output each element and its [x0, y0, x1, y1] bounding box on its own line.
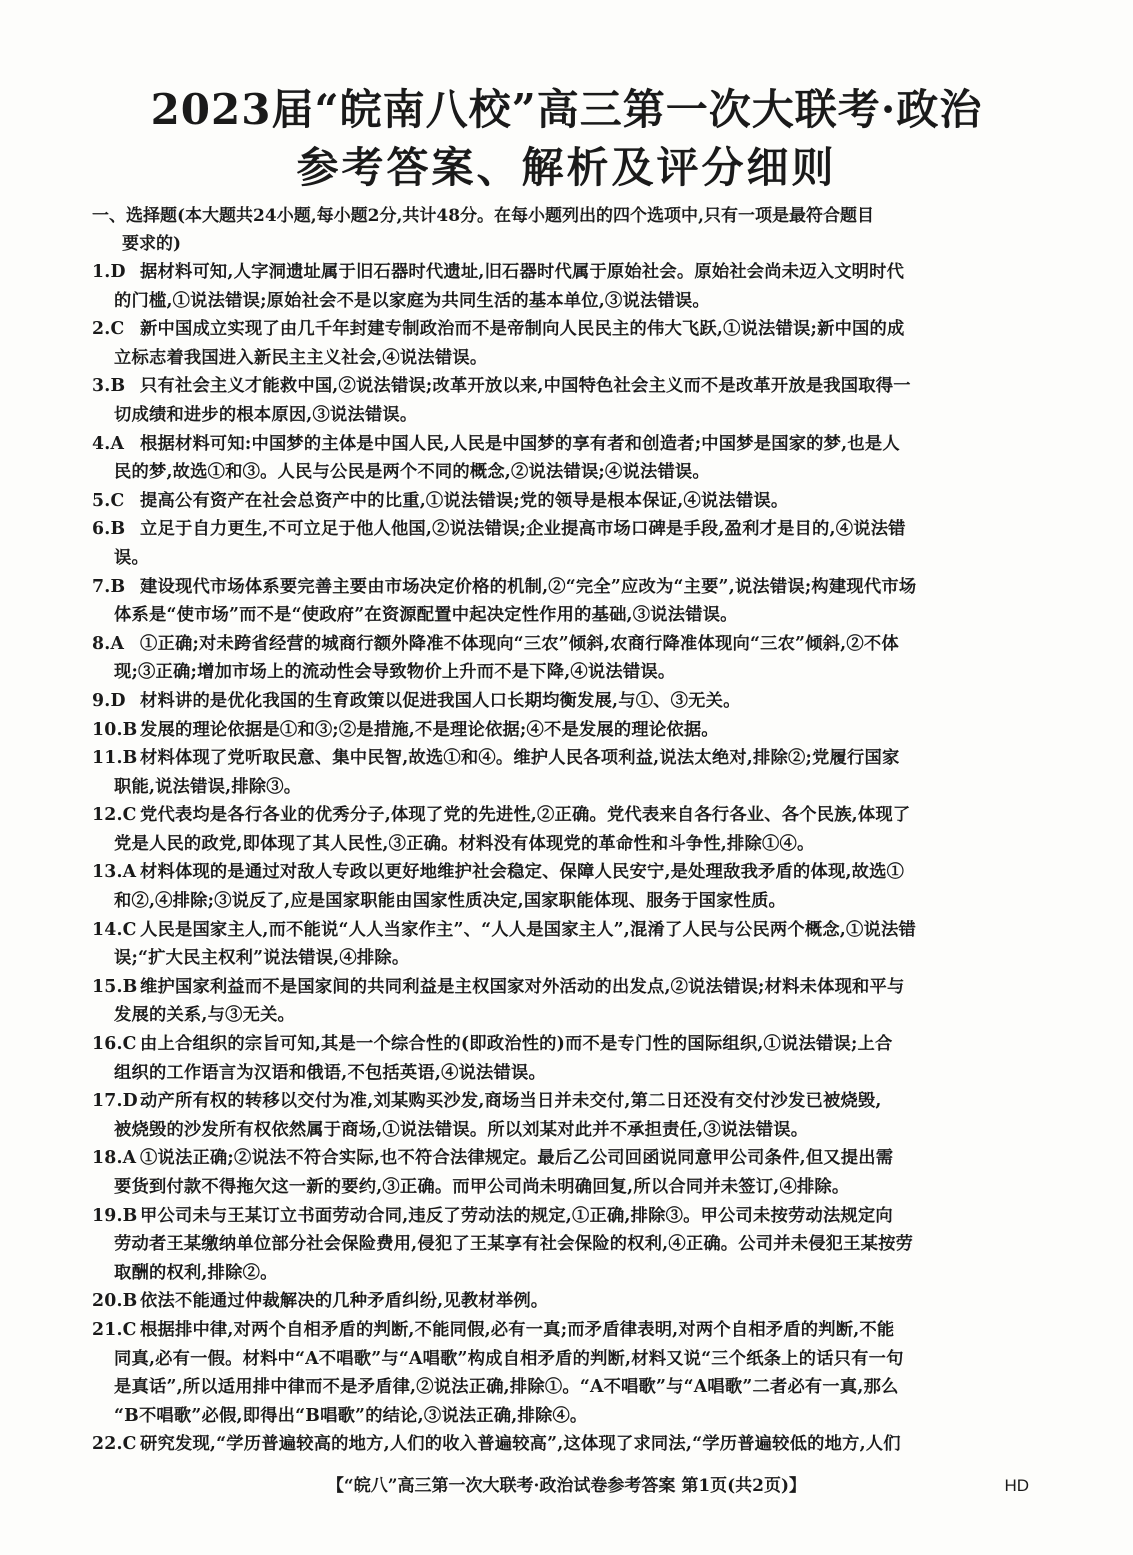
- answer-item: [92, 1316, 1032, 1430]
- answer-item: [92, 515, 1032, 572]
- answer-line: [92, 973, 1032, 1002]
- answer-line: [92, 573, 1032, 602]
- answer-number: 12.C: [92, 805, 137, 826]
- answer-item: [92, 1287, 1032, 1316]
- answer-text: 提高公有资产在社会总资产中的比重,①说法错误;党的领导是根本保证,④说法错误。: [140, 490, 789, 511]
- answer-item: [92, 744, 1032, 801]
- answer-line: [92, 944, 1032, 973]
- answer-number: 11.B: [92, 748, 138, 769]
- answer-line: [92, 1230, 1032, 1259]
- answer-text: 甲公司未与王某订立书面劳动合同,违反了劳动法的规定,①正确,排除③。甲公司未按劳动法规定向: [140, 1205, 893, 1226]
- answer-line: [92, 887, 1032, 916]
- answer-item: [92, 858, 1032, 915]
- answer-line: [92, 801, 1032, 830]
- answer-item: [92, 372, 1032, 429]
- answer-item: [92, 916, 1032, 973]
- answer-line: [92, 830, 1032, 859]
- answer-number: 8.A: [92, 633, 125, 654]
- answer-line: [92, 258, 1032, 287]
- answer-text: 只有社会主义才能救中国,②说法错误;改革开放以来,中国特色社会主义而不是改革开放是我国取得一: [140, 376, 911, 397]
- answer-text: 研究发现,“学历普遍较高的地方,人们的收入普遍较高”,这体现了求同法,“学历普遍较低的地方,人们: [140, 1434, 901, 1455]
- answer-item: [92, 1087, 1032, 1144]
- answer-line: [92, 1402, 1032, 1431]
- answer-number: 3.B: [92, 376, 126, 397]
- page-footer: [0, 1473, 1133, 1499]
- answer-item: [92, 630, 1032, 687]
- answer-number: 19.B: [92, 1205, 138, 1226]
- answer-text: 根据材料可知:中国梦的主体是中国人民,人民是中国梦的享有者和创造者;中国梦是国家的梦,也是人: [140, 433, 900, 454]
- answer-number: 22.C: [92, 1434, 137, 1455]
- answer-text: “B不唱歌”必假,即得出“B唱歌”的结论,③说法正确,排除④。: [114, 1405, 588, 1426]
- answer-number: 21.C: [92, 1319, 137, 1340]
- answer-text: 发展的理论依据是①和③;②是措施,不是理论依据;④不是发展的理论依据。: [140, 719, 719, 740]
- answer-line: [92, 1287, 1032, 1316]
- answer-line: [92, 1116, 1032, 1145]
- answer-item: [92, 687, 1032, 716]
- answer-number: 4.A: [92, 433, 125, 454]
- answer-line: [92, 687, 1032, 716]
- answer-text: 材料体现了党听取民意、集中民智,故选①和④。维护人民各项利益,说法太绝对,排除②;党履行国家: [140, 748, 900, 769]
- answer-line: [92, 858, 1032, 887]
- answer-item: [92, 801, 1032, 858]
- answer-number: 9.D: [92, 690, 126, 711]
- answer-line: [92, 1259, 1032, 1288]
- answer-text: 要货到付款不得拖欠这一新的要约,③正确。而甲公司尚未明确回复,所以合同并未签订,④排除。: [114, 1177, 850, 1197]
- answer-text: 取酬的权利,排除②。: [114, 1262, 278, 1283]
- page-title: 2023届“皖南八校”高三第一次大联考·政治: [150, 85, 983, 134]
- answer-number: 17.D: [92, 1091, 138, 1112]
- answer-line: [92, 315, 1032, 344]
- section-heading-line1: 一、选择题(本大题共24小题,每小题2分,共计48分。在每小题列出的四个选项中,只有一项是最符合题目: [92, 206, 874, 226]
- answer-text: 体系是“使市场”而不是“使政府”在资源配置中起决定性作用的基础,③说法错误。: [114, 605, 738, 626]
- footer-code: HD: [1004, 1476, 1029, 1495]
- answer-text: 建设现代市场体系要完善主要由市场决定价格的机制,②“完全”应改为“主要”,说法错误;构建现代市场: [140, 576, 917, 597]
- answer-text: 切成绩和进步的根本原因,③说法错误。: [114, 404, 418, 425]
- answer-line: [92, 430, 1032, 459]
- answer-text: 同真,必有一假。材料中“A不唱歌”与“A唱歌”构成自相矛盾的判断,材料又说“三个纸条上的话只有一句: [114, 1348, 904, 1369]
- answer-item: [92, 1202, 1032, 1288]
- answer-line: [92, 658, 1032, 687]
- answer-text: 根据排中律,对两个自相矛盾的判断,不能同假,必有一真;而矛盾律表明,对两个自相矛盾的判断,不能: [140, 1319, 895, 1340]
- answer-item: [92, 315, 1032, 372]
- answer-number: 15.B: [92, 976, 138, 997]
- answer-line: [92, 344, 1032, 373]
- section-heading: [92, 202, 1032, 258]
- answer-number: 13.A: [92, 862, 137, 883]
- answer-item: [92, 487, 1032, 516]
- answer-line: [92, 773, 1032, 802]
- answer-line: [92, 487, 1032, 516]
- answer-line: [92, 1059, 1032, 1088]
- answer-number: 16.C: [92, 1034, 137, 1055]
- answer-text: 组织的工作语言为汉语和俄语,不包括英语,④说法错误。: [114, 1062, 546, 1083]
- answer-item: [92, 1030, 1032, 1087]
- answer-item: [92, 573, 1032, 630]
- answer-text: 据材料可知,人字洞遗址属于旧石器时代遗址,旧石器时代属于原始社会。原始社会尚未迈入文明时代: [140, 262, 905, 282]
- answer-line: [92, 458, 1032, 487]
- answer-line: [92, 1202, 1032, 1231]
- answer-line: [92, 1144, 1032, 1173]
- answer-text: 立足于自力更生,不可立足于他人他国,②说法错误;企业提高市场口碑是手段,盈利才是目的,④说法错: [140, 519, 906, 540]
- answer-text: 依法不能通过仲裁解决的几种矛盾纠纷,见教材举例。: [140, 1291, 549, 1312]
- answer-text: 民的梦,故选①和③。人民与公民是两个不同的概念,②说法错误;④说法错误。: [114, 462, 710, 483]
- answer-text: 党是人民的政党,即体现了其人民性,③正确。材料没有体现党的革命性和斗争性,排除①④。: [114, 833, 815, 854]
- answer-list: [92, 258, 1032, 1459]
- answer-text: 职能,说法错误,排除③。: [114, 776, 302, 797]
- answer-item: [92, 1430, 1032, 1459]
- answer-item: [92, 716, 1032, 745]
- answer-line: [92, 1373, 1032, 1402]
- answer-number: 1.D: [92, 262, 126, 282]
- answer-text: 立标志着我国进入新民主主义社会,④说法错误。: [114, 347, 488, 368]
- answer-text: 和②,④排除;③说反了,应是国家职能由国家性质决定,国家职能体现、服务于国家性质。: [114, 891, 787, 912]
- answer-line: [92, 601, 1032, 630]
- answer-text: 被烧毁的沙发所有权依然属于商场,①说法错误。所以刘某对此并不承担责任,③说法错误。: [114, 1119, 809, 1140]
- answer-text: 是真话”,所以适用排中律而不是矛盾律,②说法正确,排除①。“A不唱歌”与“A唱歌”二者必有一真,那么: [114, 1377, 899, 1398]
- answer-text: 发展的关系,与③无关。: [114, 1005, 296, 1026]
- answer-number: 7.B: [92, 576, 126, 597]
- answer-text: 党代表均是各行各业的优秀分子,体现了党的先进性,②正确。党代表来自各行各业、各个民族,体现了: [140, 805, 911, 826]
- answer-text: 的门槛,①说法错误;原始社会不是以家庭为共同生活的基本单位,③说法错误。: [114, 290, 710, 311]
- answer-item: [92, 258, 1032, 315]
- answer-text: 误。: [114, 547, 149, 568]
- answer-number: 20.B: [92, 1291, 138, 1312]
- answer-line: [92, 287, 1032, 316]
- answer-number: 2.C: [92, 319, 125, 340]
- answer-line: [92, 401, 1032, 430]
- answer-line: [92, 544, 1032, 573]
- answer-number: 10.B: [92, 719, 138, 740]
- answer-line: [92, 630, 1032, 659]
- answer-item: [92, 430, 1032, 487]
- answer-item: [92, 1144, 1032, 1201]
- answer-text: 材料讲的是优化我国的生育政策以促进我国人口长期均衡发展,与①、③无关。: [140, 690, 741, 711]
- answer-line: [92, 372, 1032, 401]
- answer-line: [92, 1030, 1032, 1059]
- answer-item: [92, 973, 1032, 1030]
- answer-line: [92, 1430, 1032, 1459]
- answer-text: ①正确;对未跨省经营的城商行额外降准不体现向“三农”倾斜,农商行降准体现向“三农”倾斜,②不体: [140, 633, 899, 654]
- answer-text: 材料体现的是通过对敌人专政以更好地维护社会稳定、保障人民安宁,是处理敌我矛盾的体现,故选①: [140, 862, 905, 883]
- answer-line: [92, 1173, 1032, 1202]
- footer-text: 【“皖八”高三第一次大联考·政治试卷参考答案 第1页(共2页)】: [326, 1476, 807, 1496]
- answer-text: 现;③正确;增加市场上的流动性会导致物价上升而不是下降,④说法错误。: [114, 662, 676, 683]
- answer-text: 维护国家利益而不是国家间的共同利益是主权国家对外活动的出发点,②说法错误;材料未体现和平与: [140, 976, 905, 997]
- answer-number: 6.B: [92, 519, 126, 540]
- answer-line: [92, 744, 1032, 773]
- answer-text: 误;“扩大民主权利”说法错误,④排除。: [114, 948, 410, 969]
- answer-line: [92, 1087, 1032, 1116]
- answer-text: 由上合组织的宗旨可知,其是一个综合性的(即政治性的)而不是专门性的国际组织,①说法错误;上合: [140, 1034, 893, 1055]
- answer-line: [92, 1345, 1032, 1374]
- answer-number: 14.C: [92, 919, 137, 940]
- section-heading-line2: 要求的): [122, 234, 182, 254]
- answer-number: 5.C: [92, 490, 125, 511]
- answer-line: [92, 1316, 1032, 1345]
- answer-text: 新中国成立实现了由几千年封建专制政治而不是帝制向人民民主的伟大飞跃,①说法错误;新中国的成: [140, 319, 905, 340]
- page-subtitle: 参考答案、解析及评分细则: [296, 143, 837, 192]
- answer-line: [92, 916, 1032, 945]
- answer-line: [92, 1001, 1032, 1030]
- answer-number: 18.A: [92, 1148, 137, 1169]
- answer-line: [92, 515, 1032, 544]
- answer-line: [92, 716, 1032, 745]
- answer-text: 劳动者王某缴纳单位部分社会保险费用,侵犯了王某享有社会保险的权利,④正确。公司并未侵犯王某按劳: [114, 1234, 914, 1255]
- answer-text: 人民是国家主人,而不能说“人人当家作主”、“人人是国家主人”,混淆了人民与公民两个概念,①说法错: [140, 919, 916, 940]
- answer-text: 动产所有权的转移以交付为准,刘某购买沙发,商场当日并未交付,第二日还没有交付沙发已被烧毁,: [140, 1091, 882, 1112]
- answer-text: ①说法正确;②说法不符合实际,也不符合法律规定。最后乙公司回函说同意甲公司条件,但又提出需: [140, 1148, 894, 1169]
